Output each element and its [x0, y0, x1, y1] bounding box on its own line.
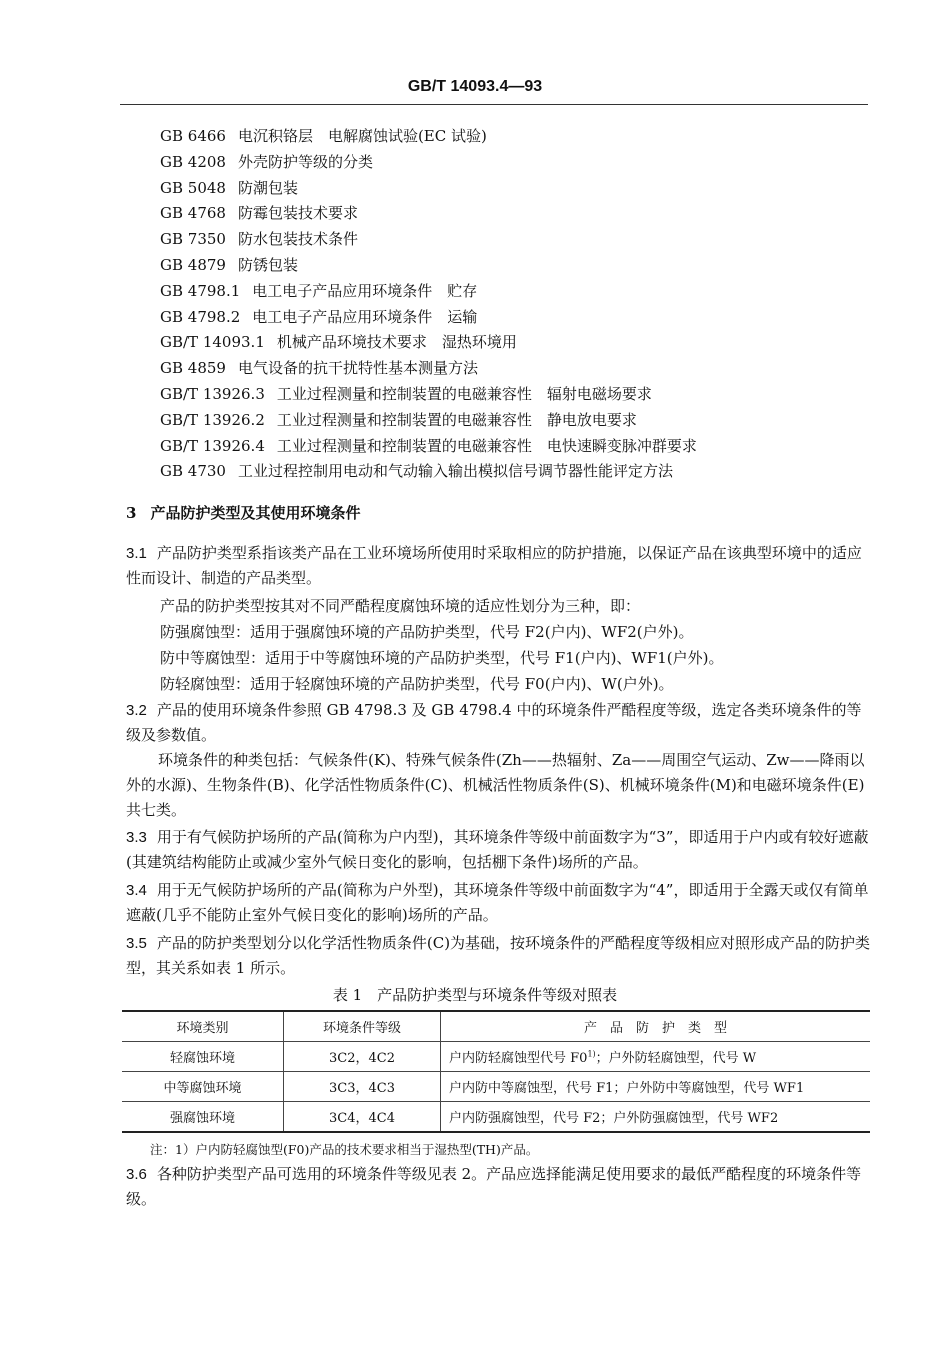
table-cell: 户内防强腐蚀型，代号 F2；户外防强腐蚀型，代号 WF2 [441, 1102, 871, 1133]
reference-code: GB 6466 [160, 127, 226, 145]
table-cell: 3C2，4C2 [284, 1042, 441, 1072]
cell-text: 户内防轻腐蚀型代号 F0 [449, 1051, 588, 1066]
header-rule [120, 104, 868, 105]
reference-item [160, 408, 880, 434]
reference-title: 防锈包装 [237, 255, 298, 274]
clause-text: 产品防护类型系指该类产品在工业环境场所使用时采取相应的防护措施，以保证产品在该典型环境中的适应性而设计、制造的产品类型。 [126, 544, 862, 587]
reference-item [160, 356, 880, 382]
clause-3-4 [126, 878, 871, 928]
footnote-marker: 1) [587, 1049, 596, 1059]
reference-code: GB 4879 [160, 255, 226, 274]
reference-code: GB 4208 [160, 152, 226, 171]
reference-title: 外壳防护等级的分类 [237, 152, 373, 171]
reference-item [160, 382, 880, 408]
reference-title: 电气设备的抗干扰特性基本测量方法 [237, 359, 478, 378]
clause-number: 3.4 [126, 882, 147, 899]
section-title: 产品防护类型及其使用环境条件 [150, 504, 361, 522]
table-cell: 中等腐蚀环境 [122, 1072, 284, 1102]
clause-3-2-types: 环境条件的种类包括：气候条件(K)、特殊气候条件(Zh——热辐射、Za——周围空气运动、Zw——降雨以外的水源)、生物条件(B)、化学活性物质条件(C)、机械活性物质条件(S)、机械环境条件(M)和电磁环境条件(E)共七类。 [126, 751, 865, 819]
column-header: 环境条件等级 [284, 1011, 441, 1042]
page-header: GB/T 14093.4—93 [407, 78, 543, 95]
clause-text: 用于有气候防护场所的产品(简称为户内型)，其环境条件等级中前面数字为“3”，即适用于户内或有较好遮蔽(其建筑结构能防止或减少室外气候日变化的影响，包括棚下条件)场所的产品。 [126, 828, 869, 871]
table-cell: 强腐蚀环境 [122, 1102, 284, 1133]
clause-3-1-intro: 产品的防护类型按其对不同严酷程度腐蚀环境的适应性划分为三种，即： [160, 597, 641, 615]
clause-number: 3.6 [126, 1166, 147, 1183]
clause-3-3 [126, 825, 871, 875]
medium-corrosion-type: 防中等腐蚀型：适用于中等腐蚀环境的产品防护类型，代号 F1(户内)、WF1(户外)。 [160, 649, 724, 667]
clause-3-2 [126, 698, 871, 748]
column-header: 产 品 防 护 类 型 [441, 1011, 871, 1042]
reference-item [160, 176, 880, 202]
reference-title: 工业过程测量和控制装置的电磁兼容性 辐射电磁场要求 [276, 384, 652, 403]
reference-item [160, 459, 880, 485]
reference-item [160, 124, 880, 150]
reference-code: GB 4859 [160, 359, 226, 378]
clause-text: 各种防护类型产品可选用的环境条件等级见表 2。产品应选择能满足使用要求的最低严酷程度的环境条件等级。 [126, 1165, 862, 1208]
reference-code: GB 4730 [160, 462, 226, 481]
reference-item [160, 253, 880, 279]
clause-3-5 [126, 931, 871, 981]
reference-item [160, 305, 880, 331]
reference-title: 机械产品环境技术要求 湿热环境用 [276, 333, 517, 352]
clause-number: 3.3 [126, 829, 147, 846]
light-corrosion-type: 防轻腐蚀型：适用于轻腐蚀环境的产品防护类型，代号 F0(户内)、W(户外)。 [160, 675, 674, 693]
clause-text: 用于无气候防护场所的产品(简称为户外型)，其环境条件等级中前面数字为“4”，即适用于全露天或仅有简单遮蔽(几乎不能防止室外气候日变化的影响)场所的产品。 [126, 881, 869, 924]
reference-title: 电工电子产品应用环境条件 运输 [252, 307, 478, 326]
reference-code: GB 4798.1 [160, 281, 241, 300]
reference-code: GB/T 13926.3 [160, 384, 265, 403]
reference-title: 防水包装技术条件 [237, 230, 358, 249]
table-cell [441, 1042, 871, 1072]
table-row [122, 1042, 870, 1072]
reference-code: GB 4768 [160, 204, 226, 223]
reference-code: GB/T 13926.4 [160, 436, 265, 455]
clause-number: 3.5 [126, 935, 147, 952]
reference-code: GB 5048 [160, 178, 226, 197]
reference-code: GB 4798.2 [160, 307, 241, 326]
table-header-row [122, 1011, 870, 1042]
clause-number: 3.2 [126, 702, 147, 719]
reference-title: 电工电子产品应用环境条件 贮存 [252, 281, 478, 300]
table-1 [122, 1010, 870, 1133]
clause-3-6 [126, 1162, 871, 1212]
clause-text: 产品的使用环境条件参照 GB 4798.3 及 GB 4798.4 中的环境条件严酷程度等级，选定各类环境条件的等级及参数值。 [126, 701, 862, 744]
clause-text: 产品的防护类型划分以化学活性物质条件(C)为基础，按环境条件的严酷程度等级相应对照形成产品的防护类型，其关系如表 1 所示。 [126, 934, 871, 977]
table-1-title: 表 1 产品防护类型与环境条件等级对照表 [332, 986, 618, 1004]
reference-item [160, 201, 880, 227]
table-row [122, 1072, 870, 1102]
table-cell: 户内防中等腐蚀型，代号 F1；户外防中等腐蚀型，代号 WF1 [441, 1072, 871, 1102]
table-cell: 轻腐蚀环境 [122, 1042, 284, 1072]
table-cell: 3C4，4C4 [284, 1102, 441, 1133]
reference-code: GB/T 13926.2 [160, 410, 265, 429]
reference-title: 工业过程控制用电动和气动输入输出模拟信号调节器性能评定方法 [237, 462, 673, 481]
reference-item [160, 227, 880, 253]
reference-code: GB/T 14093.1 [160, 333, 265, 352]
reference-title: 工业过程测量和控制装置的电磁兼容性 静电放电要求 [276, 410, 637, 429]
clause-3-1 [126, 541, 871, 591]
reference-item [160, 330, 880, 356]
reference-item [160, 150, 880, 176]
reference-title: 工业过程测量和控制装置的电磁兼容性 电快速瞬变脉冲群要求 [276, 436, 697, 455]
table-cell: 3C3，4C3 [284, 1072, 441, 1102]
reference-list [160, 124, 880, 485]
reference-title: 防霉包装技术要求 [237, 204, 358, 223]
section-heading [126, 502, 360, 523]
reference-title: 防潮包装 [237, 178, 298, 197]
reference-item [160, 279, 880, 305]
column-header: 环境类别 [122, 1011, 284, 1042]
table-row [122, 1102, 870, 1133]
table-note: 注：1）户内防轻腐蚀型(F0)产品的技术要求相当于湿热型(TH)产品。 [150, 1142, 539, 1157]
reference-title: 电沉积铬层 电解腐蚀试验(EC 试验) [237, 127, 487, 145]
clause-number: 3.1 [126, 545, 147, 562]
strong-corrosion-type: 防强腐蚀型：适用于强腐蚀环境的产品防护类型，代号 F2(户内)、WF2(户外)。 [160, 623, 694, 641]
reference-item [160, 434, 880, 460]
section-number: 3 [126, 504, 137, 522]
reference-code: GB 7350 [160, 230, 226, 249]
cell-text: ；户外防轻腐蚀型，代号 W [595, 1051, 757, 1066]
